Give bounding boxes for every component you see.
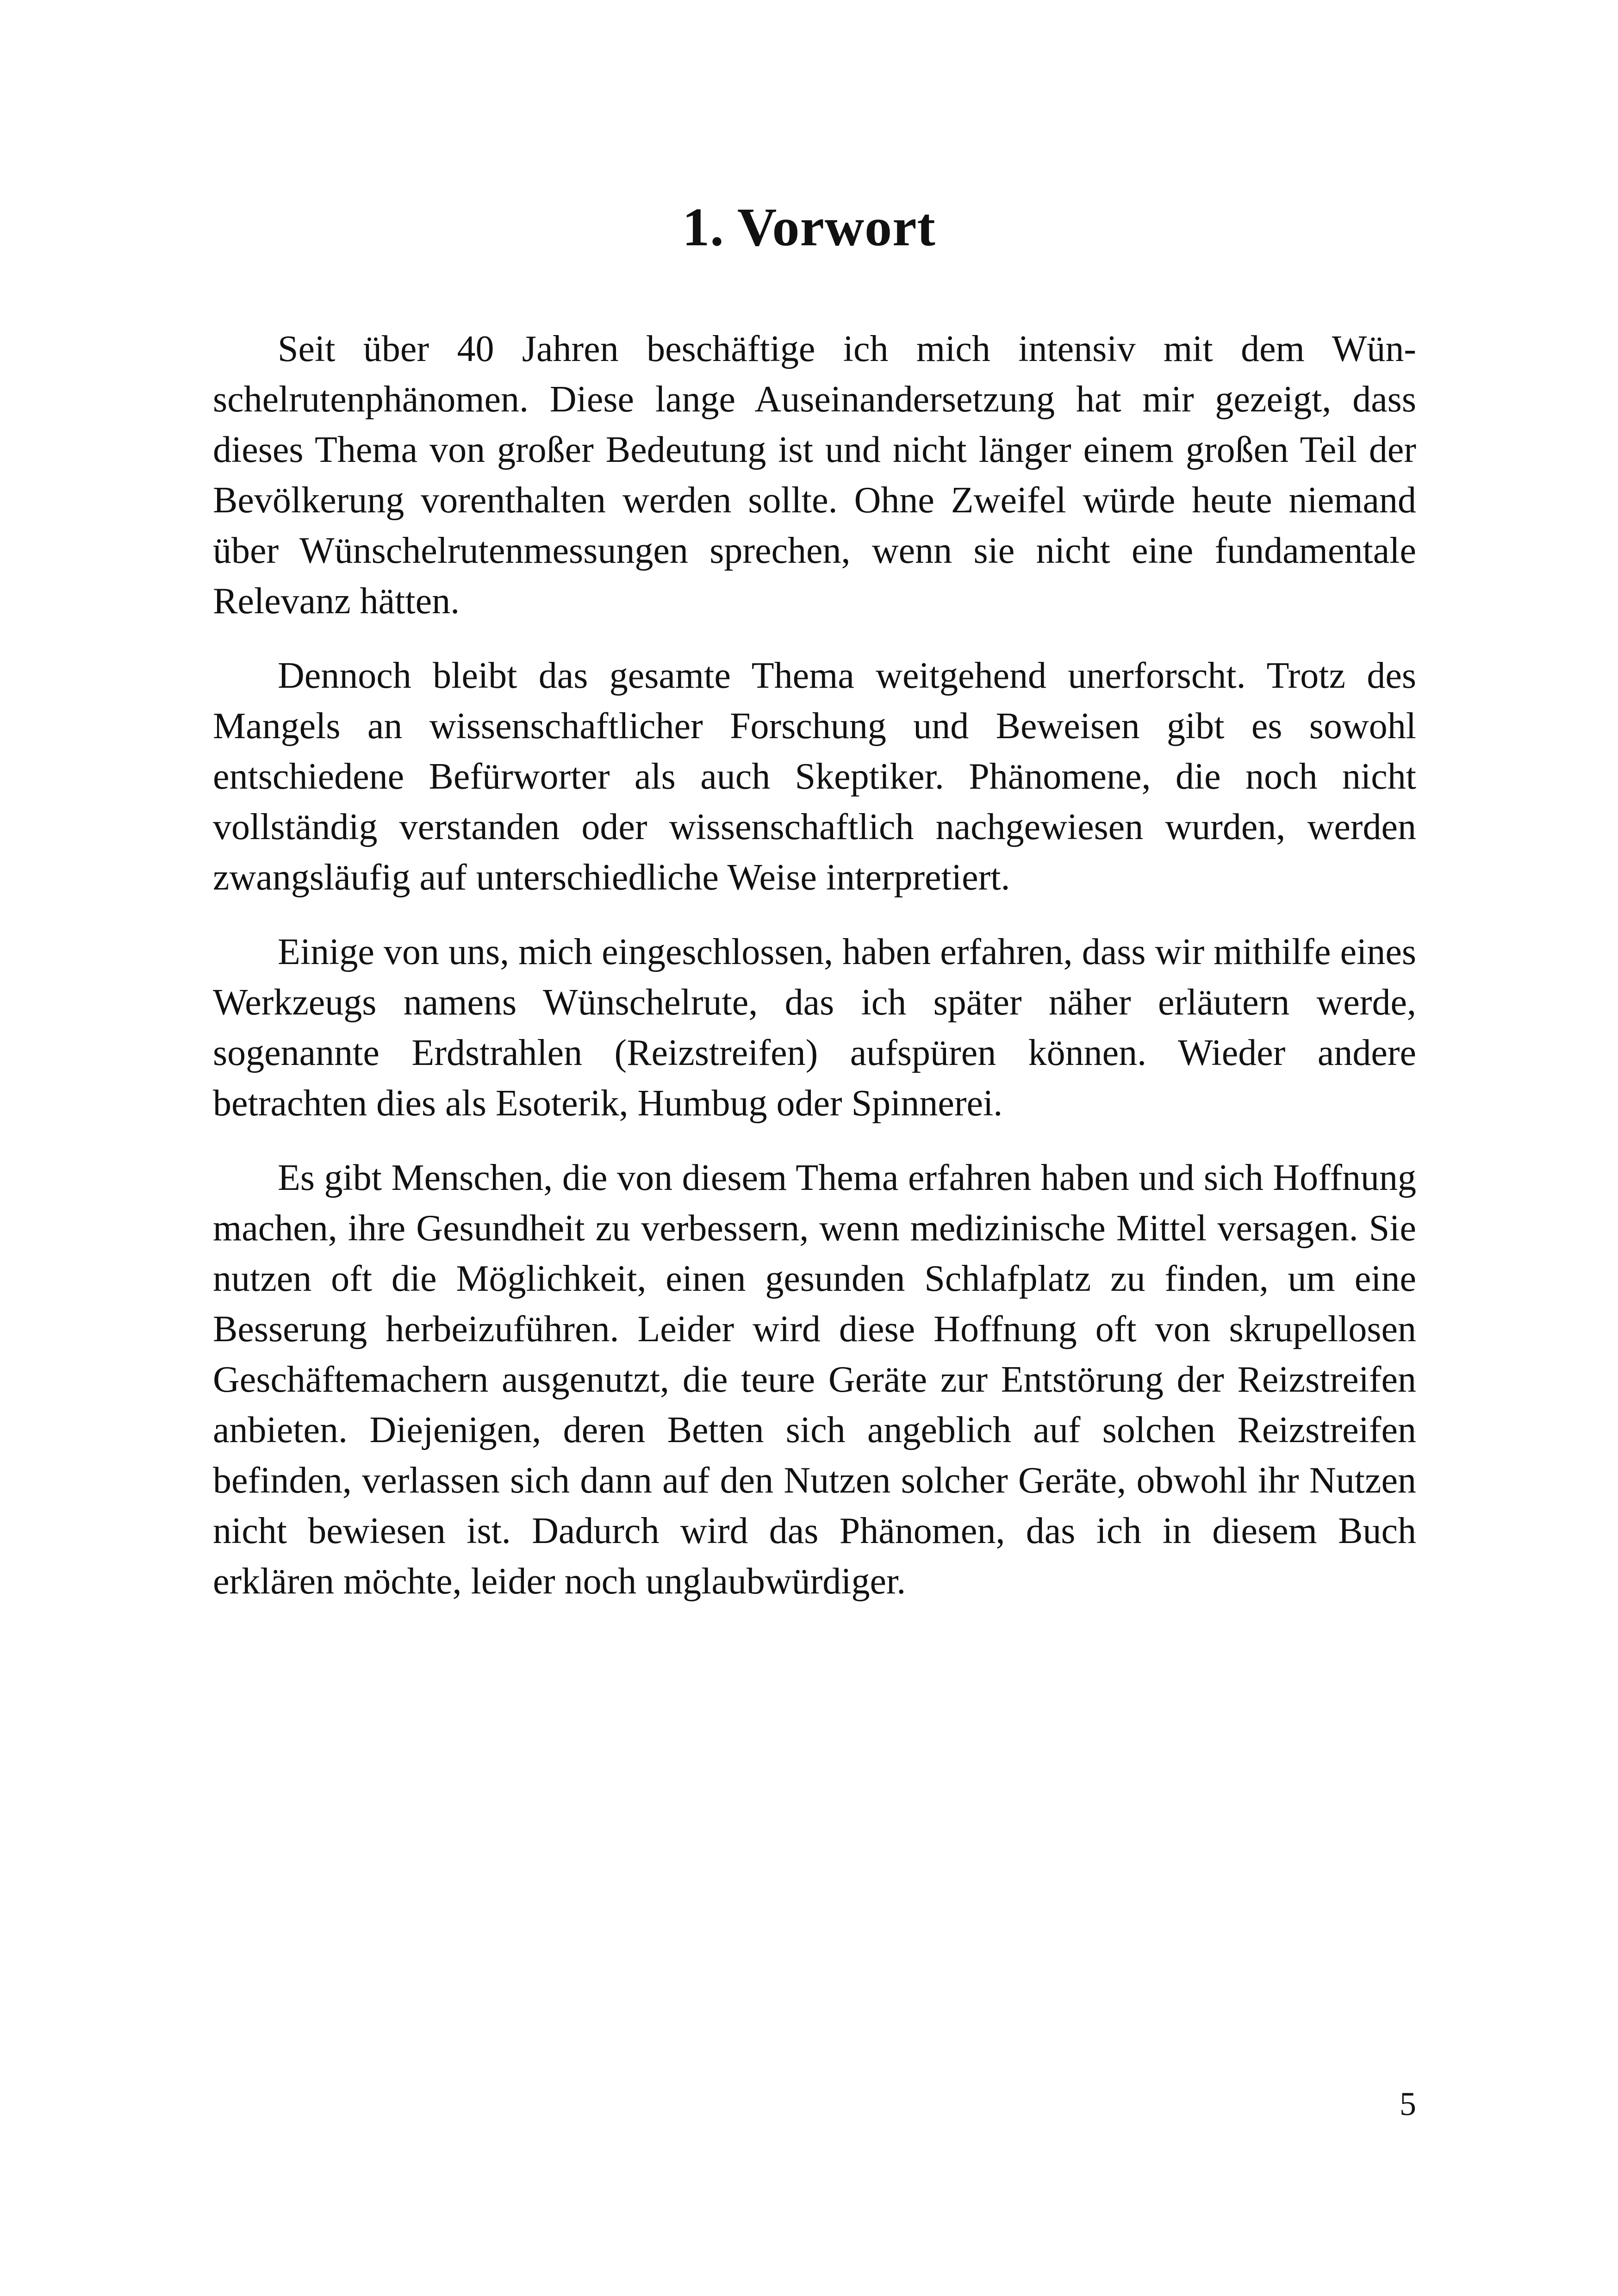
paragraph-4: Es gibt Menschen, die von diesem Thema erfahren haben und sich Hoffnung machen, ihre Gesundheit zu verbessern, wenn medizinische Mittel versagen. Sie nutzen oft die Möglichkeit, einen gesunden Schlafplatz zu finden, um eine Besserung herbeizuführen. Leider wird diese Hoffnung oft von skrupellosen Geschäftemachern ausgenutzt, die teure Geräte zur Entstörung der Reizstreifen anbieten. Diejenigen, deren Betten sich angeblich auf solchen Reizstreifen befinden, verlassen sich dann auf den Nutzen solcher Geräte, obwohl ihr Nutzen nicht bewiesen ist. Dadurch wird das Phänomen, das ich in diesem Buch erklären möchte, leider noch unglaubwürdiger. [213,1157,1416,1602]
page-number: 5 [1400,2085,1416,2122]
paragraph-3: Einige von uns, mich eingeschlossen, haben erfahren, dass wir mithilfe eines Werkzeugs namens Wünschelrute, das ich später näher erläutern werde, sogenannte Erdstrahlen (Reizstreifen) aufspüren können. Wieder andere betrachten dies als Esoterik, Humbug oder Spinnerei. [213,932,1416,1124]
paragraph-1: Seit über 40 Jahren beschäftige ich mich intensiv mit dem Wünschelrutenphänomen. Diese lange Auseinandersetzung hat mir gezeigt, dass dieses Thema von großer Bedeutung ist und nicht länger einem großen Teil der Bevölkerung vorenthalten werden sollte. Ohne Zweifel würde heute niemand über Wünschelrutenmessungen sprechen, wenn sie nicht eine fundamentale Relevanz hätten. [213,329,1416,622]
paragraph-2: Dennoch bleibt das gesamte Thema weitgehend unerforscht. Trotz des Mangels an wissenschaftlicher Forschung und Beweisen gibt es sowohl entschiedene Befürworter als auch Skeptiker. Phänomene, die noch nicht vollständig verstanden oder wissenschaftlich nachgewiesen wurden, werden zwangsläufig auf unterschiedliche Weise interpretiert. [213,655,1416,898]
chapter-title: 1. Vorwort [682,197,936,257]
chapter-body [213,324,1416,1631]
